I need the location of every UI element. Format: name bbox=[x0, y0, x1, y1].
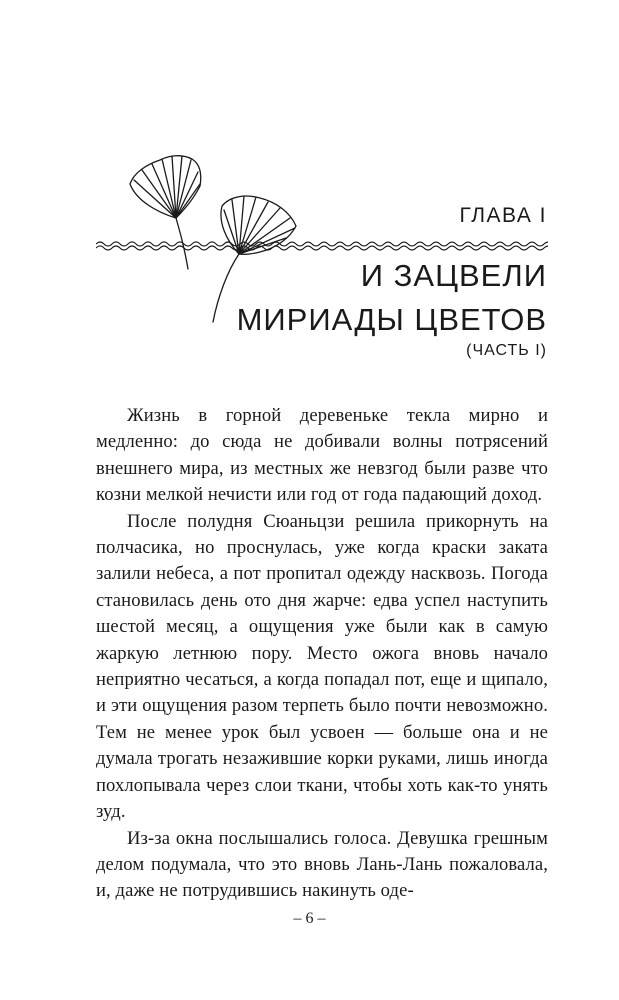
paragraph: Из-за окна послышались голоса. Девушка грешным делом подумала, что это вновь Лань-Лань пожаловала, и, даже не потрудившись накинуть оде- bbox=[96, 827, 548, 902]
body-text bbox=[96, 403, 548, 905]
paragraph: После полудня Сюаньцзи решила прикорнуть на полчасика, но проснулась, уже когда краски заката залили небеса, а пот пропитал одежду насквозь. Погода становилась день ото дня жарче: едва успел наступить шестой месяц, а ощущения уже были как в самую жаркую летнюю пору. Место ожога вновь начало неприятно чесаться, а когда попадал пот, еще и щипало, и эти ощущения разом терпеть было почти невозможно. Тем не менее урок был усвоен — больше она и не думала трогать незажившие корки руками, лишь иногда похлопывала через слои ткани, чтобы хоть как-то унять зуд. bbox=[96, 510, 548, 823]
chapter-title-line-2: МИРИАДЫ ЦВЕТОВ bbox=[236, 302, 547, 337]
chapter-title bbox=[237, 254, 547, 342]
page-number: – 6 – bbox=[293, 910, 326, 927]
paragraph: Жизнь в горной деревеньке текла мирно и медленно: до сюда не добивали волны потрясений внешнего мира, из местных же невзгод были разве что козни мелкой нечисти или год от года падающий доход. bbox=[96, 405, 548, 506]
chapter-title-line-1: И ЗАЦВЕЛИ bbox=[360, 258, 547, 293]
chapter-part: (ЧАСТЬ I) bbox=[466, 342, 547, 359]
decorative-wave-divider bbox=[96, 238, 548, 252]
chapter-label: ГЛАВА I bbox=[459, 204, 547, 227]
